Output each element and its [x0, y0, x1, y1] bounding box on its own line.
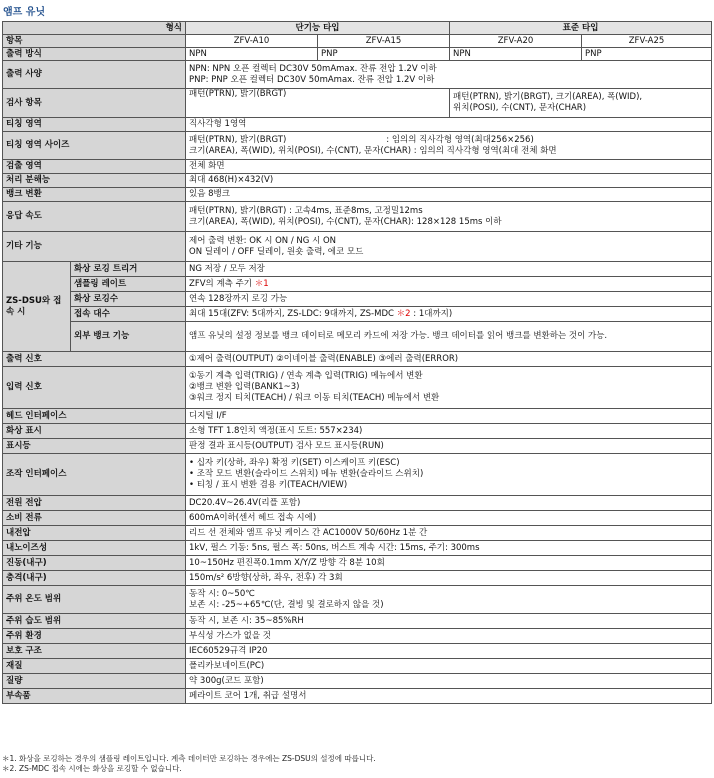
row-environment [3, 629, 712, 644]
item-header: 항목 [3, 35, 186, 48]
value-vibration: 10~150Hz 편진폭0.1mm X/Y/Z 방향 각 8분 10회 [186, 556, 712, 571]
label-noise: 내노이즈성 [3, 541, 186, 556]
row-operation-if [3, 454, 712, 496]
input-signal-line-3: ③워크 정지 티치(TEACH) / 워크 이동 티치(TEACH) 메뉴에서 변환 [189, 393, 440, 403]
dsu-units-text: 최대 15대(ZFV: 5대까지, ZS-LDC: 9대까지, ZS-MDC [189, 308, 394, 319]
label-other: 기타 기능 [3, 232, 186, 262]
teach-size-line-1: 패턴(PTRN), 밝기(BRGT) : 임의의 직사각형 영역(최대256×256) [189, 134, 534, 145]
row-indicator [3, 439, 712, 454]
dsu-label-text: ZS-DSU와 접속 시 [6, 295, 62, 317]
label-accessory: 부속품 [3, 689, 186, 704]
model-a20: ZFV-A20 [450, 35, 582, 48]
inspection-standard-line-2: 위치(POSI), 수(CNT), 문자(CHAR) [453, 103, 587, 113]
value-withstand: 리드 선 전체와 앰프 유닛 케이스 간 AC1000V 50/60Hz 1분 간 [186, 526, 712, 541]
row-noise [3, 541, 712, 556]
value-teach-area: 직사각형 1영역 [186, 118, 712, 132]
footnotes [2, 754, 376, 774]
label-detect-area: 검출 영역 [3, 160, 186, 174]
output-spec-npn: NPN: NPN 오픈 컬렉터 DC30V 50mAmax. 잔류 전압 1.2V 이하 [189, 63, 437, 74]
row-humidity [3, 614, 712, 629]
value-dsu-count: 연속 128장까지 로깅 가능 [186, 292, 712, 307]
value-output-method-a20: NPN [450, 48, 582, 61]
note-mark-2: ＊2 [396, 308, 411, 319]
operation-if-line-3: • 티칭 / 표시 변환 겸용 키(TEACH/VIEW) [189, 480, 348, 490]
label-dsu-count: 화상 로깅수 [71, 292, 186, 307]
label-display: 화상 표시 [3, 424, 186, 439]
value-current: 600mA이하(센서 헤드 접속 시에) [186, 511, 712, 526]
row-output-method [3, 48, 712, 61]
value-output-signal: ①제어 출력(OUTPUT) ②이네이블 출력(ENABLE) ③에러 출력(ERROR) [186, 352, 712, 367]
input-signal-line-1: ①동기 계측 입력(TRIG) / 연속 계측 입력(TRIG) 메뉴에서 변환 [189, 371, 423, 381]
model-a25: ZFV-A25 [582, 35, 712, 48]
value-operation-if [186, 454, 712, 496]
row-head-if [3, 409, 712, 424]
footnote-1: ＊1. 화상을 로깅하는 경우의 샘플링 레이트입니다. 계측 데이터만 로깅하는 경우에는 ZS-DSU의 설정에 따릅니다. [2, 754, 376, 763]
page-title: 앰프 유닛 [3, 7, 46, 18]
label-voltage: 전원 전압 [3, 496, 186, 511]
dsu-sampling-text: ZFV의 계측 주기 [189, 278, 252, 289]
row-other [3, 232, 712, 262]
other-line-2: ON 딜레이 / OFF 딜레이, 원숏 출력, 에코 모드 [189, 246, 364, 257]
label-weight: 질량 [3, 674, 186, 689]
row-dsu-trigger [3, 262, 712, 277]
row-resolution [3, 174, 712, 188]
value-other [186, 232, 712, 262]
header-row-1 [3, 22, 712, 35]
label-operation-if: 조작 인터페이스 [3, 454, 186, 496]
row-display [3, 424, 712, 439]
row-material [3, 659, 712, 674]
label-dsu [3, 262, 71, 352]
label-output-method: 출력 방식 [3, 48, 186, 61]
row-dsu-units [3, 307, 712, 322]
type-header: 형식 [3, 22, 186, 35]
operation-if-line-2: • 조작 모드 변환(슬라이드 스위치) 메뉴 변환(슬라이드 스위치) [189, 469, 424, 479]
row-inspection [3, 89, 712, 118]
temp-line-2: 보존 시: -25~+65℃(단, 결빙 및 결로하지 않을 것) [189, 599, 384, 610]
value-dsu-units [186, 307, 712, 322]
value-detect-area: 전체 화면 [186, 160, 712, 174]
single-type-header: 단기능 타입 [186, 22, 450, 35]
row-output-signal [3, 352, 712, 367]
label-teach-size: 티칭 영역 사이즈 [3, 132, 186, 160]
value-head-if: 디지털 I/F [186, 409, 712, 424]
label-dsu-units: 접속 대수 [71, 307, 186, 322]
value-output-method-a25: PNP [582, 48, 712, 61]
value-protection: IEC60529규격 IP20 [186, 644, 712, 659]
value-bank: 있음 8뱅크 [186, 188, 712, 202]
value-accessory: 페라이트 코어 1개, 취급 설명서 [186, 689, 712, 704]
row-protection [3, 644, 712, 659]
value-noise: 1kV, 펄스 기동: 5ns, 펄스 폭: 50ns, 버스트 계속 시간: 15ms, 주기: 300ms [186, 541, 712, 556]
value-dsu-bank: 앰프 유닛의 설정 정보를 뱅크 데이터로 메모리 카드에 저장 가능. 뱅크 데이터를 읽어 뱅크를 변환하는 것이 가능. [186, 322, 712, 352]
value-dsu-sampling [186, 277, 712, 292]
label-protection: 보호 구조 [3, 644, 186, 659]
label-response: 응답 속도 [3, 202, 186, 232]
header-row-2 [3, 35, 712, 48]
label-dsu-trigger: 화상 로깅 트리거 [71, 262, 186, 277]
label-withstand: 내전압 [3, 526, 186, 541]
input-signal-line-2: ②뱅크 변환 입력(BANK1~3) [189, 382, 300, 392]
output-spec-pnp: PNP: PNP 오픈 컬렉터 DC30V 50mAmax. 잔류 전압 1.2V 이하 [189, 74, 435, 85]
dsu-units-text-end: : 1대까지) [413, 308, 453, 319]
value-inspection-single [186, 89, 450, 118]
response-line-1: 패턴(PTRN), 밝기(BRGT) : 고속4ms, 표준8ms, 고정밀12ms [189, 205, 423, 216]
label-head-if: 헤드 인터페이스 [3, 409, 186, 424]
label-current: 소비 전류 [3, 511, 186, 526]
label-output-spec: 출력 사양 [3, 61, 186, 89]
row-teach-area [3, 118, 712, 132]
inspection-single-line: 패턴(PTRN), 밝기(BRGT) [189, 89, 287, 99]
row-input-signal [3, 367, 712, 409]
value-environment: 부식성 가스가 없을 것 [186, 629, 712, 644]
temp-line-1: 동작 시: 0~50℃ [189, 588, 255, 599]
value-resolution: 최대 468(H)×432(V) [186, 174, 712, 188]
label-resolution: 처리 분해능 [3, 174, 186, 188]
row-voltage [3, 496, 712, 511]
row-weight [3, 674, 712, 689]
row-detect-area [3, 160, 712, 174]
row-output-spec [3, 61, 712, 89]
row-accessory [3, 689, 712, 704]
inspection-standard-line-1: 패턴(PTRN), 밝기(BRGT), 크기(AREA), 폭(WID), [453, 92, 643, 102]
label-bank: 뱅크 변환 [3, 188, 186, 202]
label-indicator: 표시등 [3, 439, 186, 454]
value-material: 폴리카보네이트(PC) [186, 659, 712, 674]
value-input-signal [186, 367, 712, 409]
value-dsu-trigger: NG 저장 / 모두 저장 [186, 262, 712, 277]
value-output-method-a10: NPN [186, 48, 318, 61]
row-shock [3, 571, 712, 586]
model-a15: ZFV-A15 [318, 35, 450, 48]
label-humidity: 주위 습도 범위 [3, 614, 186, 629]
label-shock: 충격(내구) [3, 571, 186, 586]
label-output-signal: 출력 신호 [3, 352, 186, 367]
value-temp [186, 586, 712, 614]
value-output-spec [186, 61, 712, 89]
model-a10: ZFV-A10 [186, 35, 318, 48]
label-dsu-bank: 외부 뱅크 기능 [71, 322, 186, 352]
label-inspection: 검사 항목 [3, 89, 186, 118]
value-response [186, 202, 712, 232]
label-material: 재질 [3, 659, 186, 674]
value-indicator: 판정 결과 표시등(OUTPUT) 검사 모드 표시등(RUN) [186, 439, 712, 454]
label-input-signal: 입력 신호 [3, 367, 186, 409]
footnote-2: ＊2. ZS-MDC 접속 시에는 화상을 로깅할 수 없습니다. [2, 764, 182, 773]
value-voltage: DC20.4V~26.4V(리플 포함) [186, 496, 712, 511]
label-temp: 주위 온도 범위 [3, 586, 186, 614]
value-shock: 150m/s² 6방향(상하, 좌우, 전후) 각 3회 [186, 571, 712, 586]
standard-type-header: 표준 타입 [450, 22, 712, 35]
row-current [3, 511, 712, 526]
note-mark-1: ＊1 [254, 278, 269, 289]
value-humidity: 동작 시, 보존 시: 35~85%RH [186, 614, 712, 629]
row-vibration [3, 556, 712, 571]
label-vibration: 진동(내구) [3, 556, 186, 571]
label-dsu-sampling: 샘플링 레이트 [71, 277, 186, 292]
teach-size-line-2: 크기(AREA), 폭(WID), 위치(POSI), 수(CNT), 문자(CHAR) : 임의의 직사각형 영역(최대 전체 화면 [189, 145, 557, 156]
value-weight: 약 300g(코드 포함) [186, 674, 712, 689]
label-teach-area: 티칭 영역 [3, 118, 186, 132]
other-line-1: 제어 출력 변환: OK 시 ON / NG 시 ON [189, 235, 337, 246]
operation-if-line-1: • 십자 키(상하, 좌우) 확정 키(SET) 이스케이프 키(ESC) [189, 458, 400, 468]
response-line-2: 크기(AREA), 폭(WID), 위치(POSI), 수(CNT), 문자(CHAR): 128×128 15ms 이하 [189, 216, 502, 227]
value-inspection-standard [450, 89, 712, 118]
row-dsu-count [3, 292, 712, 307]
row-bank [3, 188, 712, 202]
row-dsu-sampling [3, 277, 712, 292]
spec-table [2, 21, 712, 704]
row-withstand [3, 526, 712, 541]
value-display: 소형 TFT 1.8인치 액정(표시 도트: 557×234) [186, 424, 712, 439]
value-teach-size [186, 132, 712, 160]
row-teach-size [3, 132, 712, 160]
value-output-method-a15: PNP [318, 48, 450, 61]
row-response [3, 202, 712, 232]
row-dsu-bank [3, 322, 712, 352]
label-environment: 주위 환경 [3, 629, 186, 644]
row-temp [3, 586, 712, 614]
